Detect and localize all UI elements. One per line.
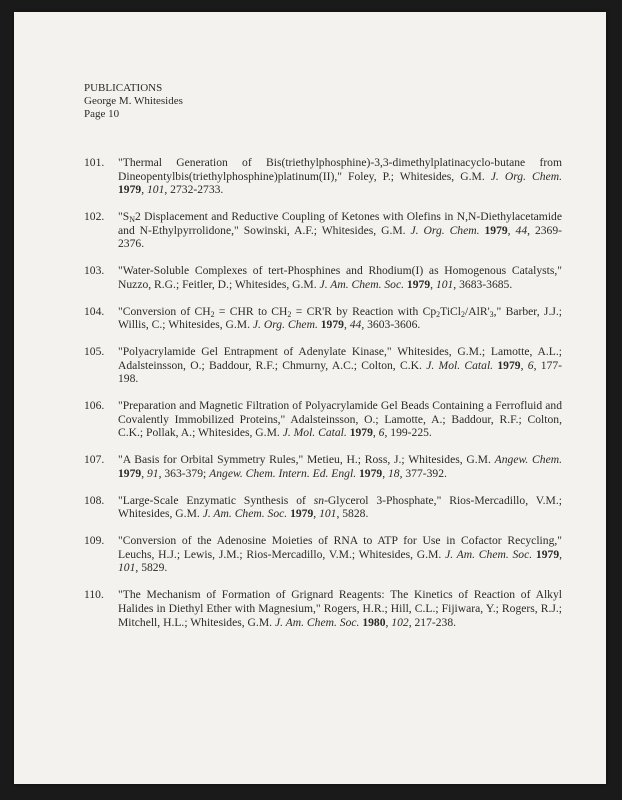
entry-year: 1979 <box>497 358 521 372</box>
entry-journal: J. Org. Chem. <box>252 318 318 332</box>
page-header <box>84 82 183 121</box>
title-part: "Large-Scale Enzymatic Synthesis of <box>118 493 314 507</box>
entry-title: "The Mechanism of Formation of Grignard Reagents: The Kinetics of Reaction of Alkyl Halides in Diethyl Ether with Magnesium," <box>118 588 562 615</box>
publication-entry <box>84 534 562 575</box>
entry-volume: 44 <box>515 223 528 237</box>
entry-journal: J. Am. Chem. Soc. <box>274 615 360 629</box>
entry-title: "Polyacrylamide Gel Entrapment of Adenylate Kinase," <box>118 345 392 359</box>
publication-entry <box>84 345 562 386</box>
entry-volume: 101 <box>146 183 165 197</box>
entry-journal: J. Org. Chem. <box>410 223 480 237</box>
entry-number: 108. <box>84 493 105 507</box>
entry-volume: 44 <box>349 318 362 332</box>
entry-journal-secondary: Angew. Chem. Intern. Ed. Engl. <box>209 466 357 480</box>
entry-citation: "A Basis for Orbital Symmetry Rules," Metieu, H.; Ross, J.; Whitesides, G.M. Angew. Chem. 1979, 91, 363-379; Angew. Chem. Intern. Ed. Engl. 1979, 18, 377-392. <box>118 453 562 480</box>
publication-entry <box>84 494 562 521</box>
entry-volume: 101 <box>435 277 454 291</box>
entry-volume: 101 <box>319 507 337 521</box>
entry-title <box>118 494 441 507</box>
entry-pages: 199-225. <box>390 426 432 440</box>
entry-pages: 363-379; <box>164 466 207 480</box>
entry-pages: 3683-3685. <box>459 277 513 291</box>
title-subscript: 2 <box>287 309 292 319</box>
entry-number: 104. <box>84 304 105 318</box>
entry-authors: Whitesides, G.M.; Lamotte, A.L.; Adalsteinsson, O.; Baddour, R.F.; Chmurny, A.C.; Colton, C.K. <box>118 345 563 372</box>
title-part: "Conversion of CH <box>118 304 211 318</box>
entry-title: "Conversion of the Adenosine Moieties of RNA to ATP for Use in Cofactor Recycling," <box>118 534 562 548</box>
entry-authors: Leuchs, H.J.; Lewis, J.M.; Rios-Mercadillo, V.M.; Whitesides, G.M. <box>118 547 446 561</box>
entry-citation: "Polyacrylamide Gel Entrapment of Adenylate Kinase," Whitesides, G.M.; Lamotte, A.L.; Adalsteinsson, O.; Baddour, R.F.; Chmurny, A.C.; Colton, C.K. J. Mol. Catal. 1979, 6, 177-198. <box>118 345 563 386</box>
entry-number: 103. <box>84 264 105 278</box>
entry-authors: Barber, J.J.; Willis, C.; Whitesides, G.M. <box>118 304 562 332</box>
title-part: -Glycerol 3-Phosphate," <box>324 493 442 507</box>
entry-citation: "Preparation and Magnetic Filtration of Polyacrylamide Gel Beads Containing a Ferrofluid and Covalently Immobilized Proteins," Adalsteinsson, O.; Lamotte, A.; Baddour, R.F.; Colton, C.K.; Pollak, A.; Whitesides, G.M. J. Mol. Catal. 1979, 6, 199-225. <box>118 399 562 440</box>
title-part: TiCl <box>440 304 462 318</box>
entry-year: 1979 <box>349 426 373 440</box>
entry-year: 1979 <box>118 183 142 197</box>
entry-citation: "Large-Scale Enzymatic Synthesis of sn-Glycerol 3-Phosphate," Rios-Mercadillo, V.M.; Whitesides, G.M. J. Am. Chem. Soc. 1979, 101, 5828. <box>118 493 562 521</box>
entry-number: 109. <box>84 534 105 548</box>
entry-year: 1979 <box>535 547 560 561</box>
entry-number: 110. <box>84 588 104 602</box>
header-author: George M. Whitesides <box>84 95 183 107</box>
entry-citation: "Conversion of $CH_2$ = CHR to $CH_2 = CR'R$ by Reaction with $Cp_2TiCl_2/AlR'_3$," Barber, J.J.; Willis, C.; Whitesides, G.M. J. Org. Chem. 1979, 44, 3603-3606. <box>118 304 562 332</box>
entry-pages: 177-198. <box>118 358 563 386</box>
publication-entry <box>84 588 562 629</box>
entry-citation: "Conversion of the Adenosine Moieties of RNA to ATP for Use in Cofactor Recycling," Leuchs, H.J.; Lewis, J.M.; Rios-Mercadillo, V.M.; Whitesides, G.M. J. Am. Chem. Soc. 1979, 101, 5829. <box>118 534 563 575</box>
entry-pages: 217-238. <box>414 615 457 629</box>
entry-volume-secondary: 18 <box>387 466 400 480</box>
publication-entry <box>84 305 562 332</box>
title-subscript: 2 <box>210 309 215 319</box>
entry-year-secondary: 1979 <box>359 466 383 480</box>
title-part: = CHR to CH <box>214 304 288 318</box>
entry-pages: 3603-3606. <box>367 318 421 332</box>
entry-year: 1979 <box>118 466 142 480</box>
entry-year: 1979 <box>320 318 344 332</box>
entry-title <box>118 305 501 318</box>
entry-journal: J. Am. Chem. Soc. <box>445 547 533 561</box>
entry-authors: Adalsteinsson, O.; Lamotte, A.; Baddour, R.F.; Colton, C.K.; Pollak, A.; Whitesides, G.M. <box>118 412 562 440</box>
publication-entry <box>84 453 562 480</box>
entry-citation: "$S_N2$ Displacement and Reductive Coupling of Ketones with Olefins in N,N-Diethylacetamide and N-Ethylpyrrolidone," Sowinski, A.F.; Whitesides, G.M. J. Org. Chem. 1979, 44, 2369-2376. <box>118 210 563 251</box>
entry-year: 1979 <box>406 277 431 291</box>
title-part: = CR'R by Reaction with Cp <box>291 304 437 318</box>
title-part: 2 Displacement and Reductive Coupling of Ketones with Olefins in N,N-Diethylacetamide and N-Ethylpyrrolidone," <box>118 210 562 237</box>
entry-citation: "Water-Soluble Complexes of tert-Phosphines and Rhodium(I) as Homogenous Catalysts," Nuzzo, R.G.; Feitler, D.; Whitesides, G.M. J. Am. Chem. Soc. 1979, 101, 3683-3685. <box>118 264 562 291</box>
publication-entry <box>84 399 562 440</box>
entry-year: 1980 <box>362 615 386 629</box>
publication-entry <box>84 264 562 291</box>
entry-pages: 2369-2376. <box>118 223 563 251</box>
entry-pages: 2732-2733. <box>170 183 224 197</box>
entry-journal: Angew. Chem. <box>494 453 562 467</box>
entry-journal: J. Mol. Catal. <box>282 426 347 440</box>
entry-title: "A Basis for Orbital Symmetry Rules," <box>118 453 304 467</box>
title-subscript: N <box>129 215 135 225</box>
title-subscript: 2 <box>436 309 441 319</box>
entry-authors: Rios-Mercadillo, V.M.; Whitesides, G.M. <box>118 493 562 521</box>
title-part: "S <box>118 210 130 224</box>
entry-volume: 6 <box>527 358 534 372</box>
header-page-number: Page 10 <box>84 108 120 120</box>
entry-citation: "The Mechanism of Formation of Grignard Reagents: The Kinetics of Reaction of Alkyl Halides in Diethyl Ether with Magnesium," Rogers, H.R.; Hill, C.L.; Fijiwara, Y.; Rogers, R.J.; Mitchell, H.L.; Whitesides, G.M. J. Am. Chem. Soc. 1980, 102, 217-238. <box>118 588 562 629</box>
title-part: /AlR' <box>465 304 490 318</box>
title-italic: sn <box>313 493 325 507</box>
entry-number: 106. <box>84 399 105 413</box>
publication-entry <box>84 156 562 197</box>
entry-authors: Sowinski, A.F.; Whitesides, G.M. <box>238 223 411 237</box>
entry-year: 1979 <box>484 223 508 237</box>
title-part: ," <box>493 304 502 318</box>
entry-number: 102. <box>84 210 105 224</box>
entry-journal: J. Am. Chem. Soc. <box>319 277 405 291</box>
entry-journal: J. Am. Chem. Soc. <box>202 507 288 521</box>
entry-pages: 5828. <box>342 507 369 521</box>
entry-authors: Metieu, H.; Ross, J.; Whitesides, G.M. <box>303 453 495 467</box>
entry-journal: J. Org. Chem. <box>490 169 562 183</box>
entry-year: 1979 <box>290 507 314 521</box>
entry-authors: Nuzzo, R.G.; Feitler, D.; Whitesides, G.M. <box>118 277 320 291</box>
entry-volume: 101 <box>118 561 136 575</box>
entry-authors: Foley, P.; Whitesides, G.M. <box>342 169 491 183</box>
title-subscript: 2 <box>461 309 466 319</box>
entry-volume: 6 <box>378 426 385 440</box>
entry-pages: 5829. <box>141 561 168 575</box>
entry-pages-secondary: 377-392. <box>405 466 447 480</box>
entry-volume: 102 <box>391 615 409 629</box>
entry-title: "Thermal Generation of Bis(triethylphosphine)-3,3-dimethylplatinacyclo-butane from Dineopentylbis(triethylphosphine)platinum(II)," <box>118 156 562 183</box>
publication-list <box>84 156 562 642</box>
entry-citation: "Thermal Generation of Bis(triethylphosphine)-3,3-dimethylplatinacyclo-butane from Dineopentylbis(triethylphosphine)platinum(II)," Foley, P.; Whitesides, G.M. J. Org. Chem. 1979, 101, 2732-2733. <box>118 156 562 197</box>
entry-number: 105. <box>84 345 105 359</box>
entry-title: "Preparation and Magnetic Filtration of Polyacrylamide Gel Beads Containing a Ferrofluid and Covalently Immobilized Proteins," <box>118 399 562 426</box>
entry-volume: 91 <box>146 466 159 480</box>
entry-title: "Water-Soluble Complexes of tert-Phosphines and Rhodium(I) as Homogenous Catalysts," <box>118 264 562 278</box>
entry-authors: Rogers, H.R.; Hill, C.L.; Fijiwara, Y.; Rogers, R.J.; Mitchell, H.L.; Whitesides, G.M. <box>118 601 562 629</box>
entry-journal: J. Mol. Catal. <box>426 358 494 372</box>
document-page <box>14 12 606 784</box>
entry-number: 101. <box>84 156 105 169</box>
title-subscript: 3 <box>489 309 494 319</box>
entry-number: 107. <box>84 453 105 467</box>
publication-entry <box>84 210 562 251</box>
header-title: PUBLICATIONS <box>84 82 163 94</box>
